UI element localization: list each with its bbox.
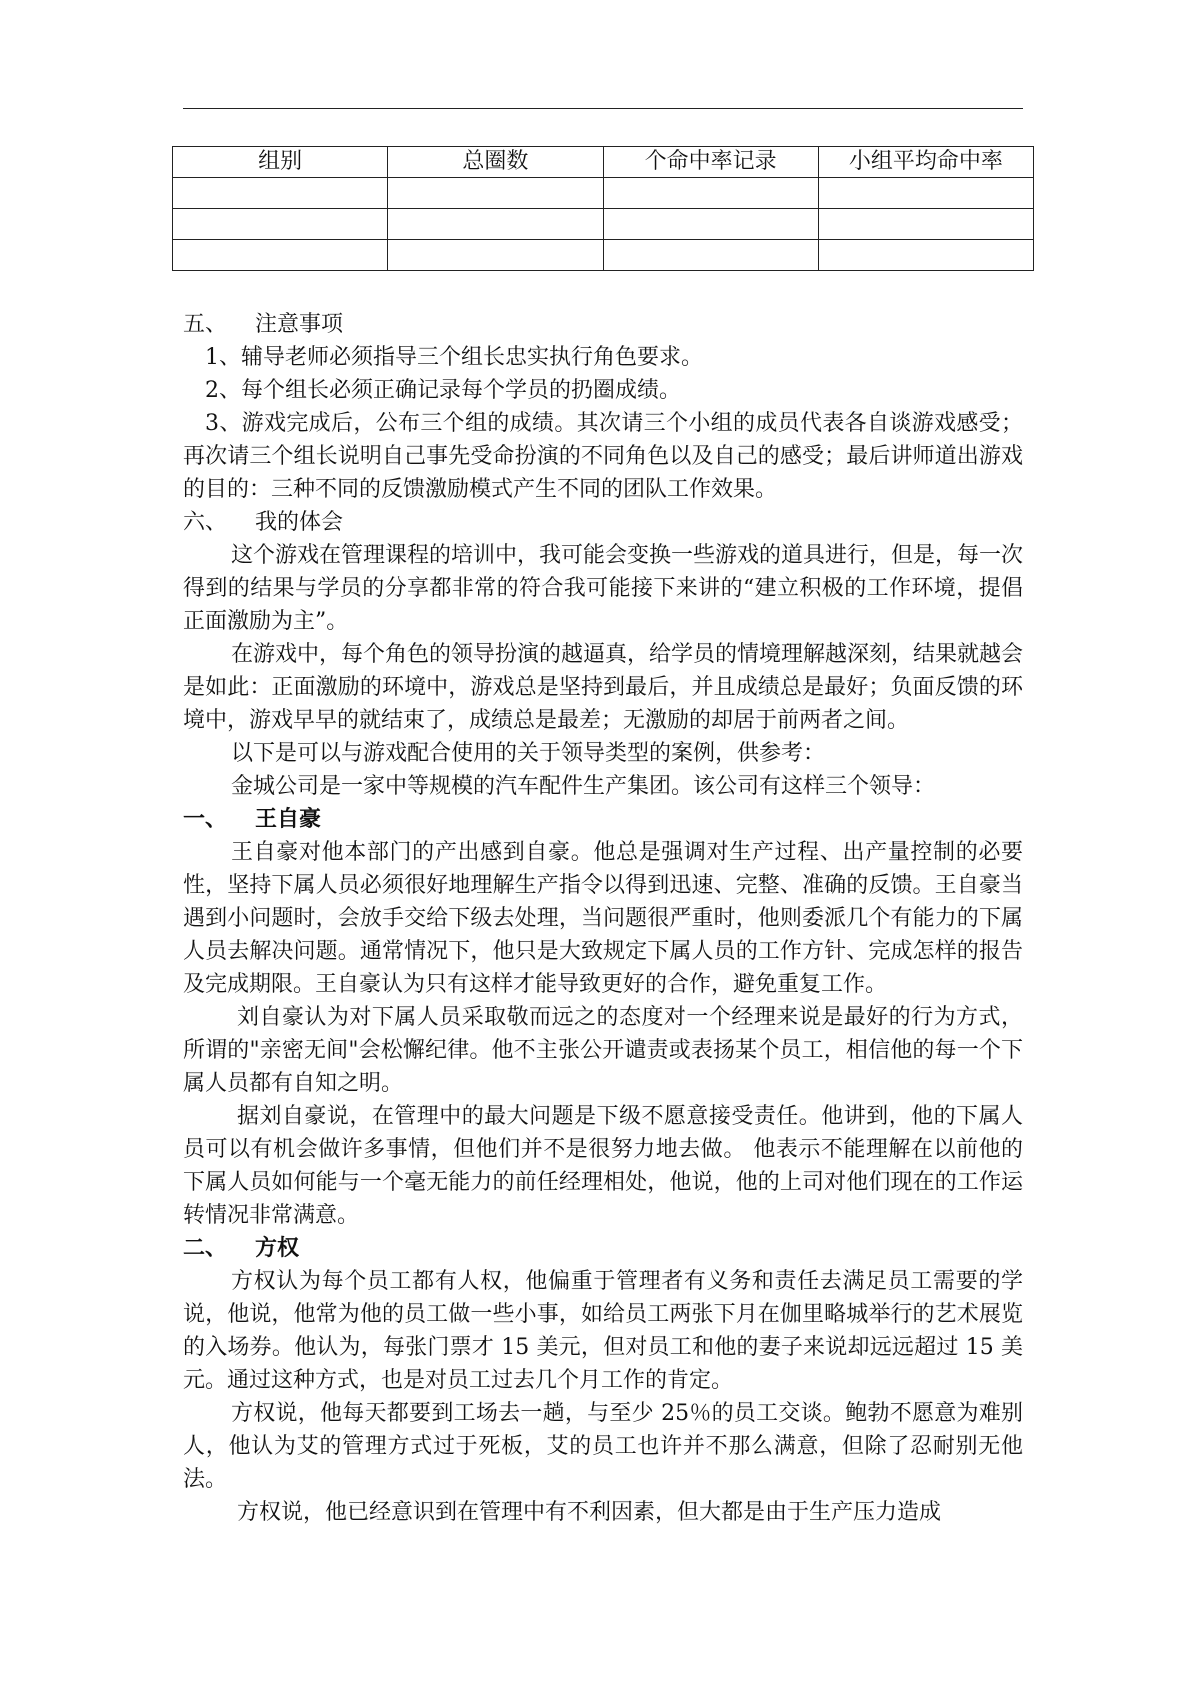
section-heading-notes — [183, 308, 1023, 341]
section-title: 注意事项 — [255, 312, 344, 337]
header-group-avg-hit-rate: 小组平均命中率 — [818, 147, 1033, 178]
case-heading-fang — [183, 1232, 1023, 1265]
table-cell — [388, 209, 603, 240]
table-cell — [173, 209, 388, 240]
table-cell — [388, 178, 603, 209]
header-individual-hit-rate: 个命中率记录 — [603, 147, 818, 178]
note-item: 2、每个组长必须正确记录每个学员的扔圈成绩。 — [205, 378, 681, 403]
case-title: 王自豪 — [255, 807, 322, 832]
section-title: 我的体会 — [255, 510, 344, 535]
table-row — [173, 240, 1034, 271]
section-number: 五、 — [183, 312, 228, 337]
note-item: 1、辅导老师必须指导三个组长忠实执行角色要求。 — [205, 345, 703, 370]
results-table — [172, 146, 1034, 271]
document-page — [183, 0, 1023, 1698]
paragraph: 据刘自豪说，在管理中的最大问题是下级不愿意接受责任。他讲到，他的下属人员可以有机会做许多事情，但他们并不是很努力地去做。 他表示不能理解在以前他的下属人员如何能与一个毫无能力的前任经理相处，他说，他的上司对他们现在的工作运转情况非常满意。 — [183, 1104, 1023, 1228]
table-cell — [388, 240, 603, 271]
paragraph: 在游戏中，每个角色的领导扮演的越逼真，给学员的情境理解越深刻，结果就越会是如此：正面激励的环境中，游戏总是坚持到最后，并且成绩总是最好；负面反馈的环境中，游戏早早的就结束了，成绩总是最差；无激励的却居于前两者之间。 — [183, 642, 1024, 733]
paragraph: 以下是可以与游戏配合使用的关于领导类型的案例，供参考： — [231, 741, 826, 766]
header-rule — [183, 108, 1023, 109]
header-group: 组别 — [173, 147, 388, 178]
table-header-row — [173, 147, 1034, 178]
table-cell — [818, 178, 1033, 209]
table-row — [173, 178, 1034, 209]
table-cell — [818, 240, 1033, 271]
header-total-rings: 总圈数 — [388, 147, 603, 178]
paragraph: 方权说，他已经意识到在管理中有不利因素，但大都是由于生产压力造成 — [237, 1500, 942, 1525]
table-cell — [173, 240, 388, 271]
table-cell — [818, 209, 1033, 240]
note-item: 3、游戏完成后，公布三个组的成绩。其次请三个小组的成员代表各自谈游戏感受；再次请三个组长说明自己事先受命扮演的不同角色以及自己的感受；最后讲师道出游戏的目的：三种不同的反馈激励模式产生不同的团队工作效果。 — [183, 411, 1023, 502]
paragraph: 这个游戏在管理课程的培训中，我可能会变换一些游戏的道具进行，但是，每一次得到的结果与学员的分享都非常的符合我可能接下来讲的“建立积极的工作环境，提倡正面激励为主”。 — [183, 543, 1024, 634]
case-heading-wang — [183, 803, 1023, 836]
table-cell — [173, 178, 388, 209]
table-cell — [603, 240, 818, 271]
body-text — [183, 308, 1023, 1529]
section-number: 六、 — [183, 510, 228, 535]
paragraph: 方权说，他每天都要到工场去一趟，与至少 25％的员工交谈。鲍勃不愿意为难别人，他认为艾的管理方式过于死板，艾的员工也许并不那么满意，但除了忍耐别无他法。 — [183, 1401, 1023, 1492]
table-cell — [603, 209, 818, 240]
paragraph: 王自豪对他本部门的产出感到自豪。他总是强调对生产过程、出产量控制的必要性，坚持下属人员必须很好地理解生产指令以得到迅速、完整、准确的反馈。王自豪当遇到小问题时，会放手交给下级去处理，当问题很严重时，他则委派几个有能力的下属人员去解决问题。通常情况下，他只是大致规定下属人员的工作方针、完成怎样的报告及完成期限。王自豪认为只有这样才能导致更好的合作，避免重复工作。 — [183, 840, 1023, 997]
section-heading-reflection — [183, 506, 1023, 539]
table-row — [173, 209, 1034, 240]
paragraph: 金城公司是一家中等规模的汽车配件生产集团。该公司有这样三个领导： — [231, 774, 936, 799]
case-number: 二、 — [183, 1236, 228, 1261]
case-number: 一、 — [183, 807, 228, 832]
case-title: 方权 — [255, 1236, 300, 1261]
paragraph: 刘自豪认为对下属人员采取敬而远之的态度对一个经理来说是最好的行为方式，所谓的"亲密无间"会松懈纪律。他不主张公开谴责或表扬某个员工，相信他的每一个下属人员都有自知之明。 — [183, 1005, 1023, 1096]
table-cell — [603, 178, 818, 209]
paragraph: 方权认为每个员工都有人权，他偏重于管理者有义务和责任去满足员工需要的学说，他说，他常为他的员工做一些小事，如给员工两张下月在伽里略城举行的艺术展览的入场券。他认为，每张门票才 15 美元，但对员工和他的妻子来说却远远超过 15 美元。通过这种方式，也是对员工过去几个月工作的肯定。 — [183, 1269, 1023, 1393]
